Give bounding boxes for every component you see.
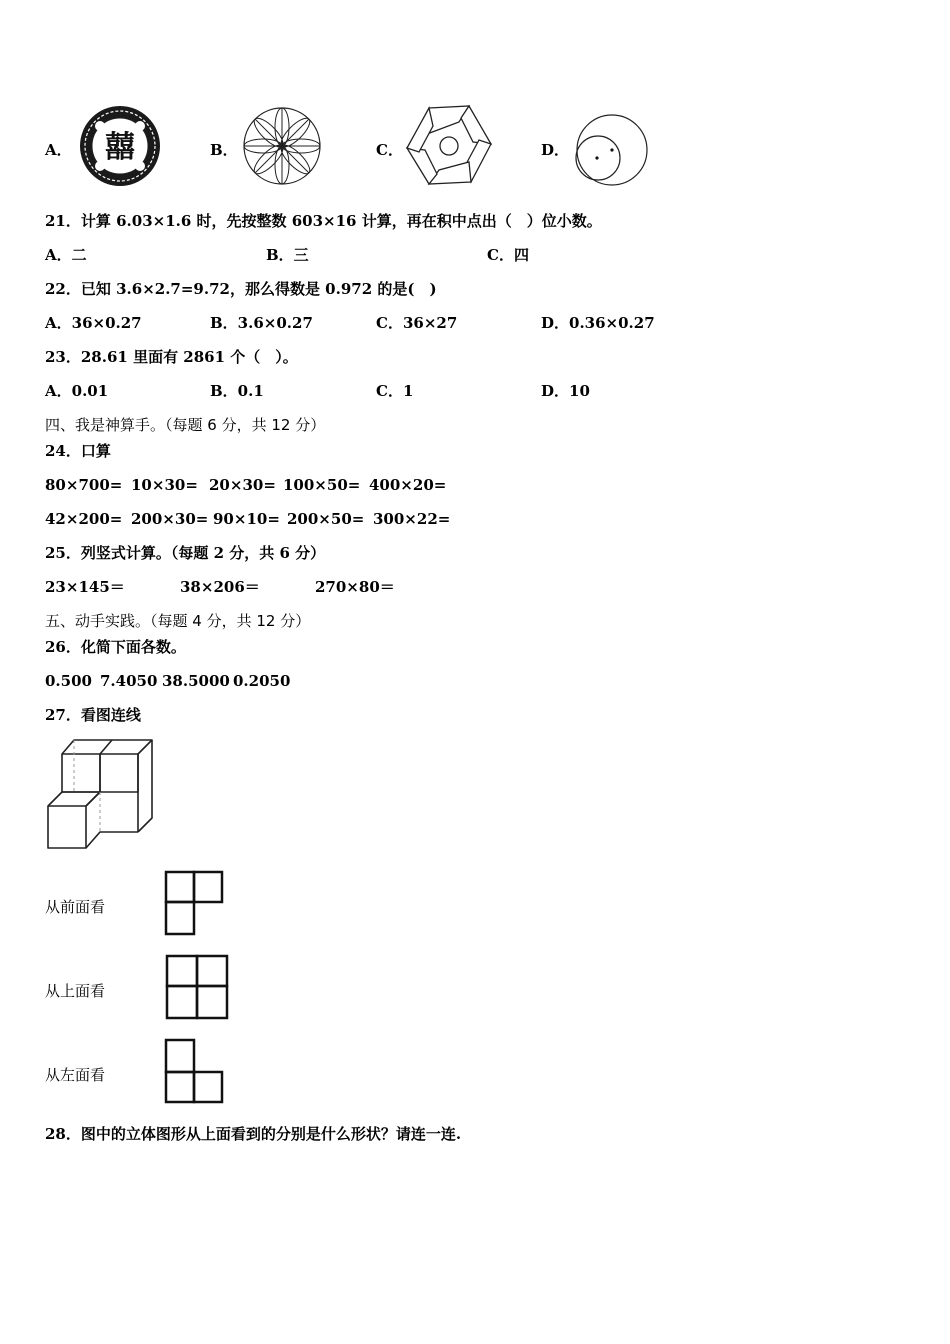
svg-text:囍: 囍	[105, 130, 135, 165]
q22-option-b[interactable]: B．3.6×0.27	[210, 314, 313, 332]
q26-number: 38.5000	[162, 672, 230, 690]
front-view-shape[interactable]	[162, 868, 226, 938]
q23-option-d[interactable]: D．10	[541, 382, 590, 400]
q22-option-c[interactable]: C．36×27	[376, 314, 458, 332]
q24-row1-item: 80×700=	[45, 476, 123, 494]
q22-question: 22．已知 3.6×2.7=9.72，那么得数是 0.972 的是( )	[45, 280, 437, 298]
option-c-label[interactable]: C．	[376, 141, 403, 159]
q21-option-b[interactable]: B．三	[266, 246, 309, 264]
q22-option-a[interactable]: A．36×0.27	[45, 314, 142, 332]
q24-row1-item: 10×30=	[131, 476, 198, 494]
view-front-label: 从前面看	[45, 898, 106, 916]
q24-row2-item: 300×22=	[373, 510, 451, 528]
q26-number: 0.2050	[233, 672, 291, 690]
section-4-title: 四、我是神算手。（每题 6 分，共 12 分）	[45, 416, 326, 434]
option-a-label[interactable]: A．	[45, 141, 72, 159]
q24-row1-item: 400×20=	[369, 476, 447, 494]
q23-question: 23．28.61 里面有 2861 个（ ）。	[45, 348, 298, 366]
view-top-label: 从上面看	[45, 982, 106, 1000]
left-view-shape[interactable]	[162, 1036, 228, 1106]
q27-question: 27．看图连线	[45, 706, 141, 724]
q23-option-a[interactable]: A．0.01	[45, 382, 109, 400]
q24-question: 24．口算	[45, 442, 111, 460]
q23-option-b[interactable]: B．0.1	[210, 382, 264, 400]
q24-row2-item: 90×10=	[213, 510, 280, 528]
view-left-label: 从左面看	[45, 1066, 106, 1084]
pinwheel-hexagon-icon	[403, 104, 495, 188]
top-view-shape[interactable]	[163, 952, 231, 1022]
q21-option-a[interactable]: A．二	[45, 246, 87, 264]
q25-question: 25．列竖式计算。（每题 2 分，共 6 分）	[45, 544, 326, 562]
q24-row2-item: 200×50=	[287, 510, 365, 528]
q26-number: 7.4050	[100, 672, 158, 690]
q24-row1-item: 20×30=	[209, 476, 276, 494]
cube-stack-figure	[44, 736, 158, 854]
nested-circles-icon	[574, 112, 650, 188]
flower-in-circle-icon	[240, 104, 324, 188]
q26-number: 0.500	[45, 672, 92, 690]
q25-item: 270×80＝	[315, 578, 395, 596]
q25-item: 38×206＝	[180, 578, 260, 596]
option-b-label[interactable]: B．	[210, 141, 238, 159]
q26-question: 26．化简下面各数。	[45, 638, 186, 656]
q24-row2-item: 42×200=	[45, 510, 123, 528]
option-d-label[interactable]: D．	[541, 141, 570, 159]
q21-option-c[interactable]: C．四	[487, 246, 529, 264]
section-5-title: 五、动手实践。（每题 4 分，共 12 分）	[45, 612, 311, 630]
q24-row2-item: 200×30=	[131, 510, 209, 528]
q24-row1-item: 100×50=	[283, 476, 361, 494]
q28-question: 28．图中的立体图形从上面看到的分别是什么形状？请连一连.	[45, 1125, 462, 1143]
q21-question: 21．计算 6.03×1.6 时，先按整数 603×16 计算，再在积中点出（ ）位小数。	[45, 212, 602, 230]
q25-item: 23×145＝	[45, 578, 125, 596]
q22-option-d[interactable]: D．0.36×0.27	[541, 314, 655, 332]
double-happiness-papercut-icon	[78, 104, 162, 188]
q23-option-c[interactable]: C．1	[376, 382, 414, 400]
